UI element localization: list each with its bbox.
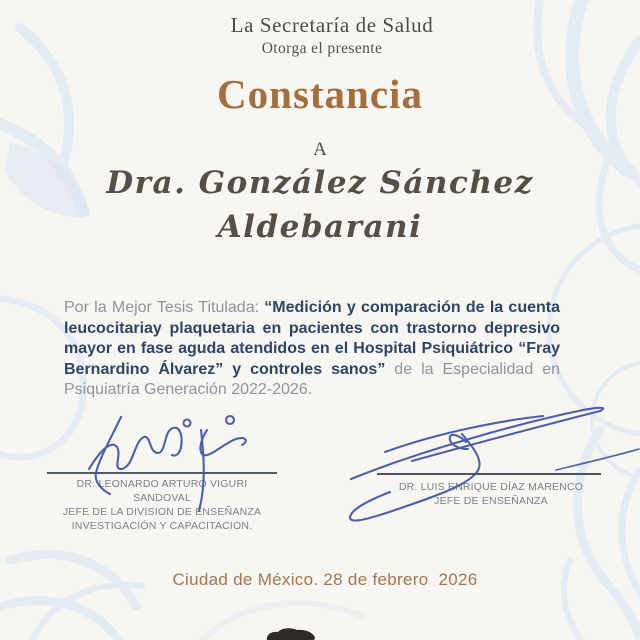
body-prefix: Por la Mejor Tesis Titulada: (64, 299, 265, 316)
signature-line-left (47, 472, 277, 474)
body-suffix: de la Especialidad en Psiquiatría Generación 2022-2026. (64, 360, 560, 399)
signatory-right-name-line1: DR. LUIS ENRIQUE DÍAZ MARENCO (398, 481, 584, 493)
signatory-left-name-line1: DR. LEONARDO ARTURO VIGURI (76, 478, 248, 490)
signature-line-right (377, 473, 601, 475)
recipient-name-line1: Dra. González Sánchez (106, 165, 534, 201)
to-label: A (313, 139, 327, 160)
seal-icon (263, 626, 321, 640)
presents-line: Otorga el presente (261, 40, 383, 57)
body-paragraph (64, 298, 560, 401)
signature-block-right (371, 480, 611, 508)
recipient-name-line2: Aldebarani (217, 209, 423, 245)
thesis-title: “Medición y comparación de la cuenta leucocitariay plaquetaria en pacientes con trastorno depresivo mayor en fase aguda atendidos en el Hospital Psiquiátrico “Fray Bernardino Álvarez” y controles sanos” (64, 299, 560, 378)
signatory-left-role-line2: INVESTIGACIÓN Y CAPACITACION. (71, 520, 253, 532)
date-line: Ciudad de México. 28 de febrero 2026 (172, 570, 478, 589)
signatory-right-role-line1: JEFE DE ENSEÑANZA (434, 495, 548, 507)
signatory-left-name-line2: SANDOVAL (132, 492, 191, 504)
signatory-left-role-line1: JEFE DE LA DIVISION DE ENSEÑANZA (62, 506, 262, 518)
recipient-name (0, 161, 640, 249)
issuer-title: La Secretaría de Salud (230, 13, 434, 37)
certificate-title: Constancia (217, 71, 423, 117)
signature-block-left (37, 477, 287, 533)
